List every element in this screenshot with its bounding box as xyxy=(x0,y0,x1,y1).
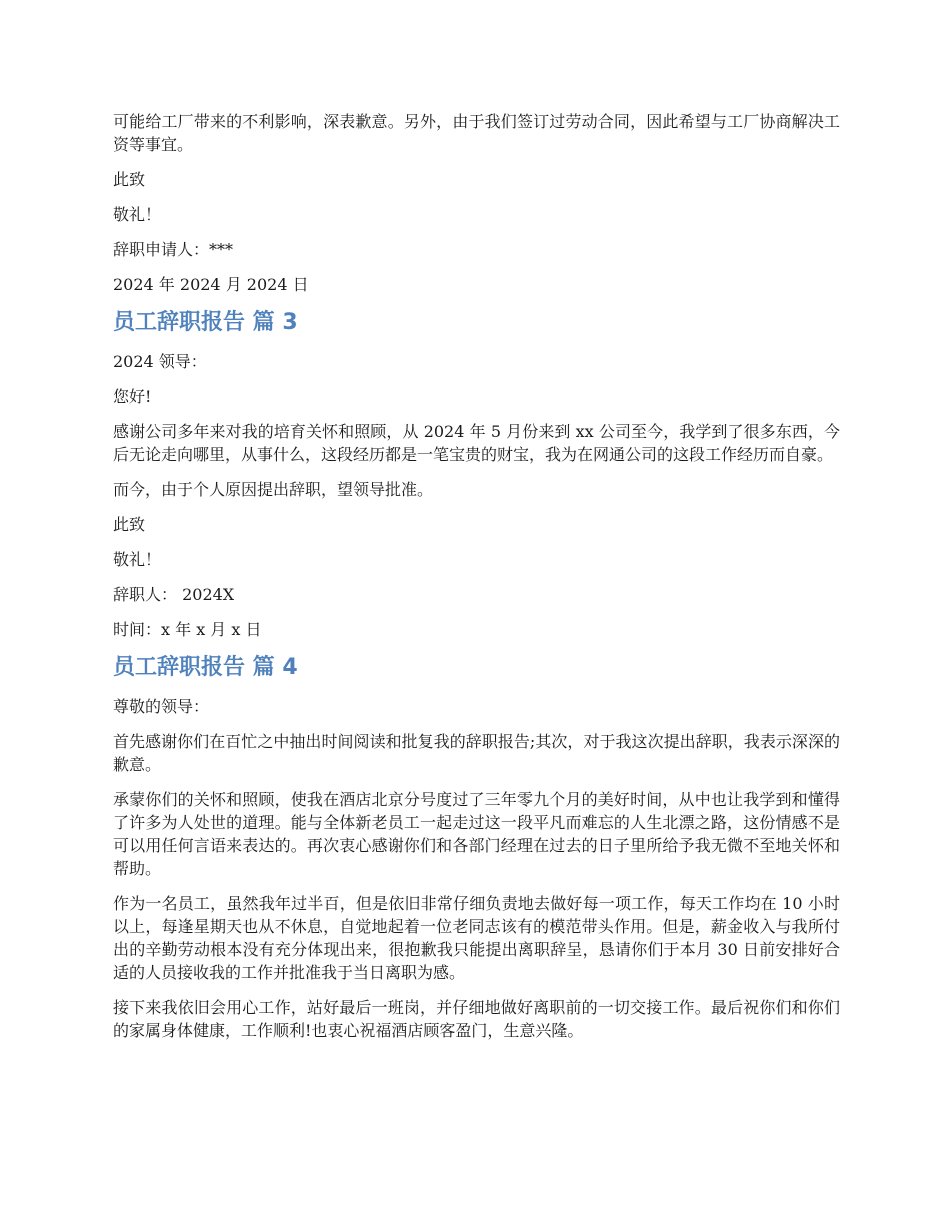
paragraph: 承蒙你们的关怀和照顾，使我在酒店北京分号度过了三年零九个月的美好时间，从中也让我学到和懂得了许多为人处世的道理。能与全体新老员工一起走过这一段平凡而难忘的人生北漂之路，这份情感不是可以用任何言语来表达的。再次衷心感谢你们和各部门经理在过去的日子里所给予我无微不至地关怀和帮助。 xyxy=(113,790,840,878)
section-heading-3: 员工辞职报告 篇 3 xyxy=(113,310,298,335)
paragraph: 而今，由于个人原因提出辞职，望领导批准。 xyxy=(113,480,434,499)
signature-line: 辞职人： 2024X xyxy=(113,585,235,604)
salutation: 2024 领导： xyxy=(113,352,207,371)
closing-salute: 敬礼！ xyxy=(113,550,162,569)
paragraph: 感谢公司多年来对我的培育关怀和照顾，从 2024 年 5 月份来到 xx 公司至今，我学到了很多东西，今后无论走向哪里，从事什么，这段经历都是一笔宝贵的财宝，我为在网通公司的这段工作经历而自豪。 xyxy=(113,422,840,464)
closing-line: 此致 xyxy=(113,170,146,189)
signature-line: 辞职申请人：*** xyxy=(113,240,234,259)
closing-line: 此致 xyxy=(113,515,146,534)
paragraph: 可能给工厂带来的不利影响，深表歉意。另外，由于我们签订过劳动合同，因此希望与工厂协商解决工资等事宜。 xyxy=(113,112,840,154)
paragraph: 作为一名员工，虽然我年过半百，但是依旧非常仔细负责地去做好每一项工作，每天工作均在 10 小时以上，每逢星期天也从不休息，自觉地起着一位老同志该有的模范带头作用。但是，薪金收入与我所付出的辛勤劳动根本没有充分体现出来，很抱歉我只能提出离职辞呈，恳请你们于本月 30 日前安排好合适的人员接收我的工作并批准我于当日离职为感。 xyxy=(113,894,840,982)
date-line: 2024 年 2024 月 2024 日 xyxy=(113,275,309,294)
section-heading-4: 员工辞职报告 篇 4 xyxy=(113,655,298,680)
greeting: 您好! xyxy=(113,387,152,406)
paragraph: 接下来我依旧会用心工作，站好最后一班岗，并仔细地做好离职前的一切交接工作。最后祝你们和你们的家属身体健康，工作顺利!也衷心祝福酒店顾客盈门，生意兴隆。 xyxy=(113,998,840,1040)
closing-salute: 敬礼！ xyxy=(113,205,162,224)
date-line: 时间：x 年 x 月 x 日 xyxy=(113,620,262,639)
salutation: 尊敬的领导： xyxy=(113,697,210,716)
paragraph: 首先感谢你们在百忙之中抽出时间阅读和批复我的辞职报告;其次，对于我这次提出辞职，我表示深深的歉意。 xyxy=(113,732,840,774)
